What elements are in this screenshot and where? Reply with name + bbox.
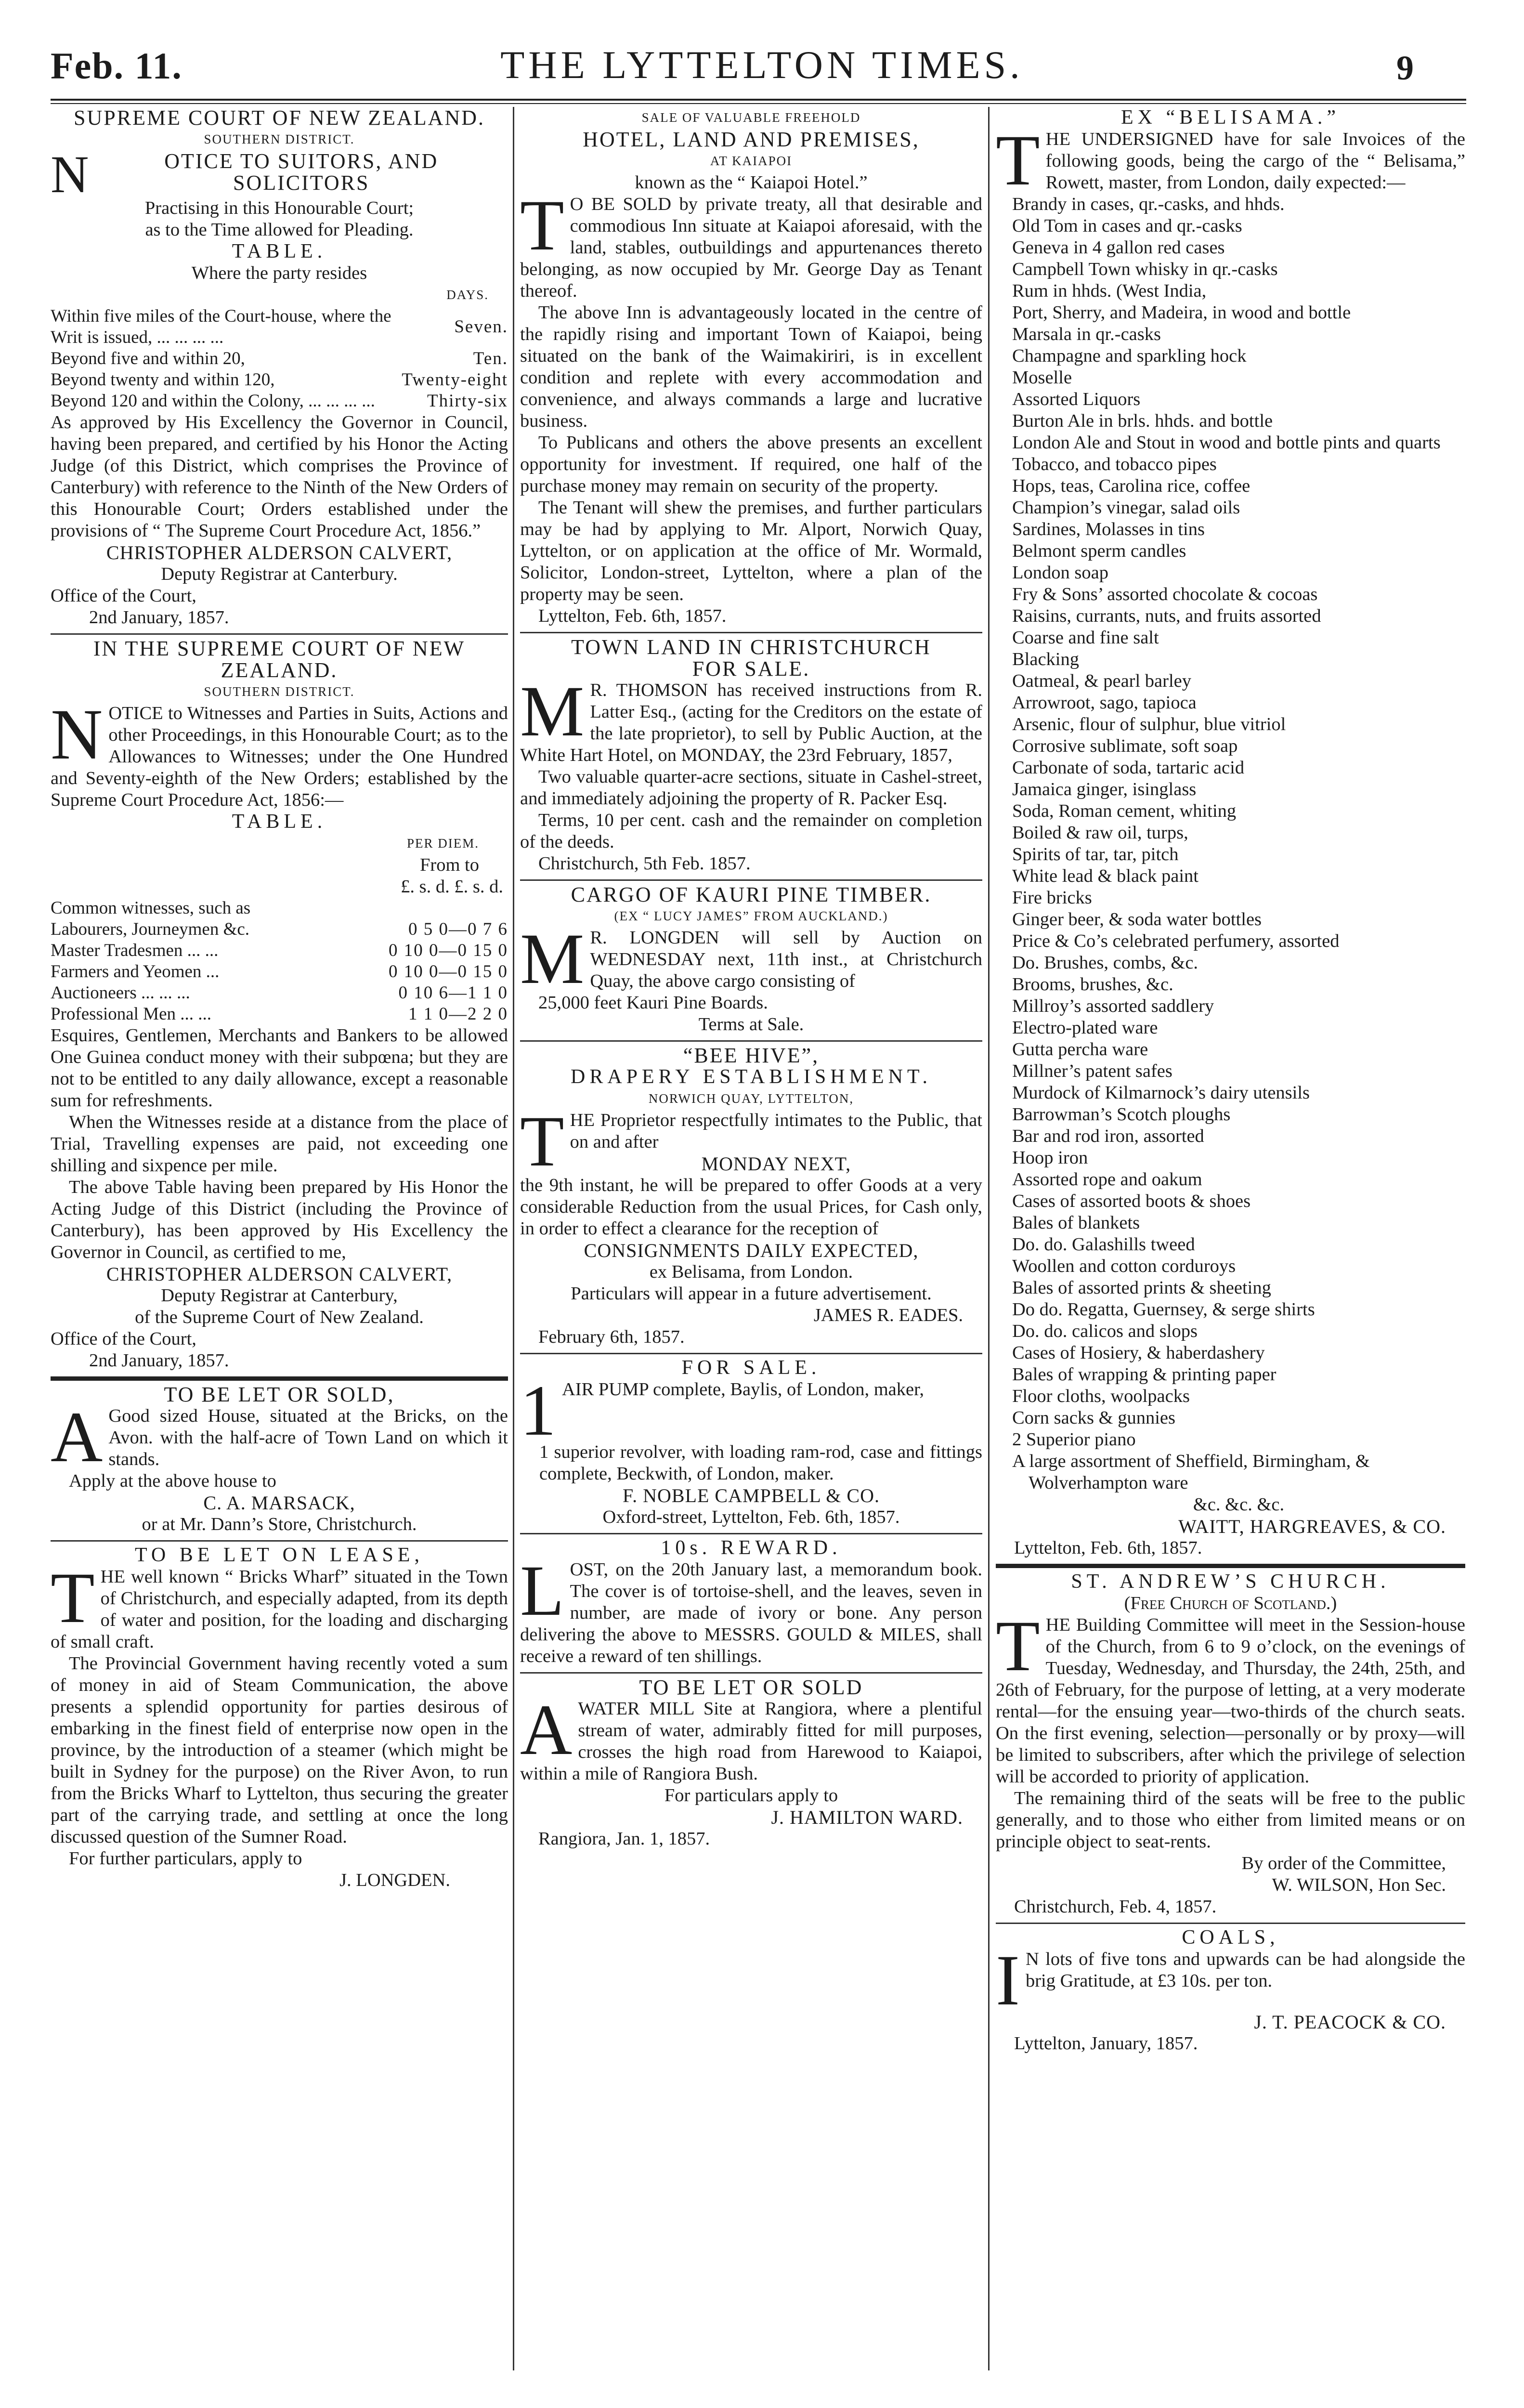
ad-title: EX “BELISAMA.” <box>1121 107 1340 129</box>
ad-body <box>996 1606 1465 1788</box>
masthead <box>0 0 1524 106</box>
ad-bee-hive <box>520 1045 982 1348</box>
ad-belisama-goods <box>996 107 1465 1559</box>
list-item: Oatmeal, & pearl barley <box>1012 671 1191 691</box>
drop-cap: 1 <box>520 1371 556 1451</box>
drop-cap: A <box>51 1397 103 1477</box>
table-cell: Farmers and Yeomen ... <box>51 962 220 982</box>
ad-divider <box>520 632 982 633</box>
drop-cap: T <box>996 1606 1040 1686</box>
ad-divider <box>520 1533 982 1534</box>
table-cell: 0 10 0—0 15 0 <box>389 962 508 982</box>
list-item: A large assortment of Sheffield, Birmingham, & Wolverhampton ware <box>1012 1451 1370 1493</box>
drop-cap: L <box>520 1551 564 1631</box>
list-item: Spirits of tar, tar, pitch <box>1012 844 1179 864</box>
table-row <box>51 1004 508 1025</box>
list-item: Geneva in 4 gallon red cases <box>1012 237 1225 258</box>
table-cell: Ten. <box>473 349 508 368</box>
list-item: London Ale and Stout in wood and bottle pints and quarts <box>1012 432 1441 453</box>
ad-title: TO BE LET ON LEASE, <box>135 1544 424 1566</box>
ad-date: Lyttelton, Feb. 6th, 1857. <box>1014 1538 1202 1558</box>
ad-signer: JAMES R. EADES. <box>813 1305 963 1325</box>
list-item: Arrowroot, sago, tapioca <box>1012 693 1197 713</box>
ad-date: Lyttelton, Feb. 6th, 1857. <box>538 606 727 626</box>
ad-text: or at Mr. Dann’s Store, Christchurch. <box>142 1514 417 1534</box>
ad-title: IN THE SUPREME COURT OF NEW ZEALAND. <box>93 637 466 682</box>
list-item: Fry & Sons’ assorted chocolate & cocoas <box>1012 584 1318 604</box>
ad-body <box>51 1558 508 1653</box>
ad-body: the 9th instant, he will be prepared to offer Goods at a very considerable Reduction from the usual Prices, for Cash only, in order to effect a clearance for the reception of <box>520 1175 982 1239</box>
ad-kaiapoi-hotel <box>520 107 982 627</box>
list-item: Barrowman’s Scotch ploughs <box>1012 1104 1231 1125</box>
ad-body <box>51 694 508 811</box>
table-cell: Master Tradesmen ... ... <box>51 941 219 960</box>
ad-body <box>520 1371 982 1451</box>
ad-divider <box>520 879 982 881</box>
ad-signer-title: Deputy Registrar at Canterbury, <box>161 1285 398 1306</box>
list-item: Belmont sperm candles <box>1012 541 1186 561</box>
ad-body: 1 superior revolver, with loading ram-rod, case and fittings complete, Beckwith, of London, maker. <box>539 1442 982 1484</box>
ad-divider <box>520 1040 982 1042</box>
list-item: Tobacco, and tobacco pipes <box>1012 454 1217 474</box>
table-title: TABLE. <box>232 240 327 262</box>
ad-subtitle: SOUTHERN DISTRICT. <box>204 132 355 146</box>
ad-air-pump-sale <box>520 1357 982 1528</box>
ad-body <box>996 120 1465 200</box>
drop-cap: M <box>520 919 585 999</box>
table-cell: 0 10 6—1 1 0 <box>398 983 508 1003</box>
table-cell: 0 10 0—0 15 0 <box>389 941 508 960</box>
ad-date: Oxford-street, Lyttelton, Feb. 6th, 1857. <box>602 1507 900 1527</box>
list-item: White lead & black paint <box>1012 866 1198 886</box>
ad-signer: WAITT, HARGREAVES, & CO. <box>1178 1516 1446 1537</box>
table-row <box>51 391 508 412</box>
ad-body <box>996 1940 1465 2020</box>
table-row <box>51 306 508 348</box>
ad-signer: J. HAMILTON WARD. <box>771 1806 963 1828</box>
list-item: Do. Brushes, combs, &c. <box>1012 953 1198 973</box>
list-item: Murdock of Kilmarnock’s dairy utensils <box>1012 1083 1310 1103</box>
ad-body <box>520 1551 982 1667</box>
ad-body-text: HE Building Committee will meet in the Session-house of the Church, from 6 to 9 o’clock, on the evenings of Tuesday, Wednesday, and Thursday, the 24th, 25th, and 26th of February, for the purpose of letting, at a very moderate rental—for the ensuing year—two-thirds of the church seats. On the first evening, selection—personally or by proxy—will be limited to subscribers, after which the privilege of selection will be accorded to priority of application. <box>996 1615 1465 1787</box>
list-item: Hops, teas, Carolina rice, coffee <box>1012 476 1250 496</box>
ad-body-text: Good sized House, situated at the Bricks, on the Avon. with the half-acre of Town Land on which it stands. <box>108 1406 508 1469</box>
ad-text: ex Belisama, from London. <box>649 1262 853 1282</box>
ad-text: MONDAY NEXT, <box>701 1153 851 1175</box>
table-cell: Beyond 120 and within the Colony, ... ... ... ... <box>51 391 375 411</box>
list-item: Assorted rope and oakum <box>1012 1169 1202 1190</box>
ad-title: CARGO OF KAURI PINE TIMBER. <box>571 883 932 906</box>
ad-body-text: O BE SOLD by private treaty, all that desirable and commodious Inn situate at Kaiapoi aforesaid, with the land, stables, outbuildings and appurtenances thereto belonging, as now occupied by Mr. George Day as Tenant thereof. <box>520 194 982 301</box>
list-item: Assorted Liquors <box>1012 389 1141 409</box>
ad-signer-title: of the Supreme Court of New Zealand. <box>135 1307 424 1327</box>
pleading-table <box>51 306 508 412</box>
list-item: Arsenic, flour of sulphur, blue vitriol <box>1012 714 1286 734</box>
ad-signer: F. NOBLE CAMPBELL & CO. <box>623 1485 880 1506</box>
drop-cap: T <box>51 1558 95 1638</box>
list-item: Cases of Hosiery, & haberdashery <box>1012 1343 1265 1363</box>
ad-body: Two valuable quarter-acre sections, situate in Cashel-street, and immediately adjoining the property of R. Packer Esq. <box>520 767 982 809</box>
list-item: Blacking <box>1012 649 1079 669</box>
list-item: Bales of wrapping & printing paper <box>1012 1364 1277 1385</box>
list-item: Do do. Regatta, Guernsey, & serge shirts <box>1012 1299 1315 1320</box>
list-item: Campbell Town whisky in qr.-casks <box>1012 259 1278 279</box>
ad-divider <box>520 1353 982 1354</box>
table-title: TABLE. <box>232 811 327 833</box>
ad-subtitle: (EX “ LUCY JAMES” FROM AUCKLAND.) <box>614 909 888 923</box>
ad-office: Office of the Court, <box>51 1329 196 1349</box>
ad-body-text: R. LONGDEN will sell by Auction on WEDNESDAY next, 11th inst., at Christchurch Quay, the above cargo consisting of <box>590 928 982 991</box>
table-row <box>51 898 508 919</box>
ad-title: COALS, <box>1182 1926 1279 1949</box>
ad-body-text: AIR PUMP complete, Baylis, of London, maker, <box>562 1379 924 1400</box>
table-cell: Common witnesses, such as <box>51 898 251 918</box>
list-item: Brooms, brushes, &c. <box>1012 974 1173 995</box>
notice-line: SOLICITORS <box>233 171 370 195</box>
ad-title: FOR SALE. <box>681 1357 821 1379</box>
list-item: Champagne and sparkling hock <box>1012 346 1247 366</box>
list-item: Burton Ale in brls. hhds. and bottle <box>1012 411 1273 431</box>
ad-divider <box>996 1923 1465 1924</box>
table-row <box>51 348 508 369</box>
ad-supreme-court-witnesses <box>51 638 508 1372</box>
list-item: Cases of assorted boots & shoes <box>1012 1191 1251 1211</box>
list-item: Raisins, currants, nuts, and fruits assorted <box>1012 606 1321 626</box>
list-item: Millner’s patent safes <box>1012 1061 1172 1081</box>
issue-date: Feb. 11. <box>51 45 182 87</box>
list-item: Gutta percha ware <box>1012 1039 1148 1060</box>
ad-title: “BEE HIVE”, <box>683 1044 820 1067</box>
ad-title: ST. ANDREW’S CHURCH. <box>1071 1570 1390 1593</box>
ad-body-text: HE Proprietor respectfully intimates to the Public, that on and after <box>570 1110 982 1152</box>
list-item: Corrosive sublimate, soft soap <box>1012 736 1238 756</box>
ad-body-text: N lots of five tons and upwards can be had alongside the brig Gratitude, at £3 10s. per ton. <box>1025 1949 1465 1991</box>
ad-signer-title: Deputy Registrar at Canterbury. <box>161 564 398 584</box>
list-item: London soap <box>1012 563 1108 583</box>
ad-text: as to the Time allowed for Pleading. <box>145 220 414 240</box>
drop-cap: T <box>520 185 564 265</box>
column-3 <box>996 107 1465 2399</box>
ad-body-text: OST, on the 20th January last, a memorandum book. The cover is of tortoise-shell, and the leaves, seven in number, are made of ivory or bone. Any person delivering the above to MESSRS. GOULD & MILES, shall receive a reward of ten shillings. <box>520 1559 982 1666</box>
ad-body: When the Witnesses reside at a distance from the place of Trial, Travelling expenses are paid, not exceeding one shilling and sixpence per mile. <box>51 1112 508 1176</box>
list-item: Moselle <box>1012 367 1072 388</box>
table-row <box>51 919 508 940</box>
ad-kauri-timber <box>520 884 982 1035</box>
ad-text: By order of the Committee, <box>1241 1853 1446 1873</box>
ad-body <box>51 1397 508 1477</box>
drop-cap: I <box>996 1940 1020 2020</box>
drop-cap: T <box>996 120 1040 200</box>
list-item: Soda, Roman cement, whiting <box>1012 801 1237 821</box>
list-item: Electro-plated ware <box>1012 1018 1158 1038</box>
ad-title: DRAPERY ESTABLISHMENT. <box>570 1066 932 1088</box>
table-cell: Thirty-six <box>427 391 508 411</box>
list-item: Bar and rod iron, assorted <box>1012 1126 1204 1146</box>
list-item: Brandy in cases, qr.-casks, and hhds. <box>1012 194 1285 214</box>
ad-bricks-wharf-lease <box>51 1544 508 1891</box>
list-item: Boiled & raw oil, turps, <box>1012 823 1188 843</box>
ad-subtitle: SOUTHERN DISTRICT. <box>204 684 355 699</box>
list-item: Coarse and fine salt <box>1012 628 1159 648</box>
ad-body-text: HE UNDERSIGNED have for sale Invoices of the following goods, being the cargo of the “ Belisama,” Rowett, master, from London, daily expected:— <box>1045 129 1465 193</box>
table-cell: Beyond twenty and within 120, <box>51 370 275 390</box>
ad-text: Terms at Sale. <box>698 1014 804 1034</box>
ad-divider <box>520 1672 982 1674</box>
table-cell: 0 5 0—0 7 6 <box>408 919 508 939</box>
list-item: Old Tom in cases and qr.-casks <box>1012 216 1242 236</box>
ad-body <box>520 671 982 766</box>
list-item: Sardines, Molasses in tins <box>1012 519 1205 539</box>
ad-title: 10s. REWARD. <box>661 1537 842 1559</box>
ad-text: CONSIGNMENTS DAILY EXPECTED, <box>584 1240 919 1261</box>
page-number: 9 <box>1396 49 1414 87</box>
ad-divider <box>996 1564 1465 1568</box>
header-rule <box>51 99 1466 101</box>
ad-st-andrews-church <box>996 1571 1465 1918</box>
ad-date: 2nd January, 1857. <box>89 1350 229 1371</box>
witness-table <box>51 898 508 1025</box>
ad-subtitle: (Free Church of Scotland.) <box>1124 1593 1337 1613</box>
ad-date: Lyttelton, January, 1857. <box>1014 2033 1198 2054</box>
ad-divider <box>51 1376 508 1381</box>
list-item: Marsala in qr.-casks <box>1012 324 1161 344</box>
newspaper-title: THE LYTTELTON TIMES. <box>500 43 1024 87</box>
table-cell: Beyond five and within 20, <box>51 349 245 368</box>
list-item: Corn sacks & gunnies <box>1012 1408 1175 1428</box>
table-unit: PER DIEM. <box>406 836 479 851</box>
drop-cap: N <box>51 694 103 774</box>
table-cell: Labourers, Journeymen &c. <box>51 919 250 939</box>
list-item: Ginger beer, & soda water bottles <box>1012 909 1262 929</box>
ad-body: The Provincial Government having recently voted a sum of money in aid of Steam Communication, the above presents a splendid opportunity for parties desirous of embarking in the finest field of enterprise now open in the province, by the introduction of a steamer (which might be built in Sydney for the purpose) on the River Avon, to run from the Bricks Wharf to Lyttelton, thus securing the greater part of the carrying trade, and settling at once the long discussed question of the Sumner Road. <box>51 1653 508 1847</box>
ad-text: Particulars will appear in a future advertisement. <box>571 1283 932 1304</box>
table-row <box>51 940 508 961</box>
list-item: Champion’s vinegar, salad oils <box>1012 497 1240 518</box>
ad-body: The above Inn is advantageously located in the centre of the rapidly rising and important Town of Kaiapoi, being situated on the bank of the Waimakiriri, is in excellent condition and replete with every accommodation and convenience, and always commands a large and lucrative business. <box>520 302 982 431</box>
list-item: Port, Sherry, and Madeira, in wood and bottle <box>1012 302 1351 323</box>
ad-divider <box>51 633 508 635</box>
ad-date: Christchurch, Feb. 4, 1857. <box>1014 1897 1217 1917</box>
list-item: Bales of assorted prints & sheeting <box>1012 1278 1271 1298</box>
table-cell: Auctioneers ... ... ... <box>51 983 190 1003</box>
column-2 <box>520 107 982 2399</box>
ad-body: To Publicans and others the above presents an excellent opportunity for investment. If required, one half of the purchase money may remain on security of the property. <box>520 432 982 496</box>
ad-body: The remaining third of the seats will be free to the public generally, and to those who either from limited means or on principle object to seat-rents. <box>996 1788 1465 1852</box>
table-cell: 1 1 0—2 2 0 <box>408 1004 508 1024</box>
column-divider-1 <box>513 107 514 2370</box>
ad-body <box>520 919 982 999</box>
table-cell: Twenty-eight <box>402 370 508 390</box>
table-cell <box>364 898 508 919</box>
ad-body: Terms, 10 per cent. cash and the remainder on completion of the deeds. <box>520 810 982 852</box>
ad-body <box>520 1690 982 1785</box>
ad-supreme-court-suitors <box>51 107 508 628</box>
list-item: &c. &c. &c. <box>1193 1494 1285 1515</box>
ad-text: Practising in this Honourable Court; <box>144 198 414 218</box>
column-1 <box>51 107 508 2399</box>
list-item: 2 Superior piano <box>1012 1429 1136 1450</box>
table-unit: £. s. d. £. s. d. <box>401 877 503 897</box>
ad-date: Rangiora, Jan. 1, 1857. <box>538 1829 710 1849</box>
ad-body: As approved by His Excellency the Governor in Council, having been prepared, and certified by his Honor the Acting Judge (of this District, which comprises the Province of Canterbury) with reference to the Ninth of the New Orders of this Honourable Court; Orders established under the provisions of “ The Supreme Court Procedure Act, 1856.” <box>51 412 508 541</box>
table-unit: From to <box>419 855 479 875</box>
ad-body: The Tenant will shew the premises, and further particulars may be had by applying to Mr. Alport, Norwich Quay, Lyttelton, or on application at the office of Mr. Wormald, Solicitor, London-street, Lyttelton, where a plan of the property may be seen. <box>520 497 982 604</box>
list-item: Fire bricks <box>1012 888 1092 908</box>
ad-subtitle: NORWICH QUAY, LYTTELTON, <box>648 1091 854 1106</box>
ad-date: February 6th, 1857. <box>538 1327 685 1347</box>
ad-kicker: SALE OF VALUABLE FREEHOLD <box>641 110 861 125</box>
ad-divider <box>51 1540 508 1542</box>
list-item: Hoop iron <box>1012 1148 1088 1168</box>
ad-date: 2nd January, 1857. <box>89 607 229 628</box>
ad-text: known as the “ Kaiapoi Hotel.” <box>635 172 868 193</box>
ad-title: TO BE LET OR SOLD, <box>164 1383 395 1406</box>
table-unit: DAYS. <box>446 288 489 302</box>
ad-text: 25,000 feet Kauri Pine Boards. <box>538 993 768 1013</box>
ad-body-text: OTICE to Witnesses and Parties in Suits, Actions and other Proceedings, in this Honourable Court; as to the Allowances to Witnesses; under the One Hundred and Seventy-eighth of the New Orders; established by the Supreme Court Procedure Act, 1856:— <box>51 703 508 810</box>
drop-cap: A <box>520 1690 573 1770</box>
header-rule-thin <box>51 103 1466 104</box>
ad-signer: J. LONGDEN. <box>339 1870 450 1890</box>
ad-date: Christchurch, 5th Feb. 1857. <box>538 853 751 874</box>
ad-title: FOR SALE. <box>692 657 810 681</box>
list-item: Jamaica ginger, isinglass <box>1012 779 1197 799</box>
list-item: Bales of blankets <box>1012 1213 1140 1233</box>
ad-reward <box>520 1537 982 1667</box>
notice-heading <box>51 150 508 197</box>
table-cell: Seven. <box>454 317 508 337</box>
ad-house-let-or-sold <box>51 1384 508 1535</box>
ad-title: SUPREME COURT OF NEW ZEALAND. <box>74 107 485 130</box>
ad-subtitle: AT KAIAPOI <box>710 154 793 168</box>
ad-signer: W. WILSON, Hon Sec. <box>1272 1875 1446 1895</box>
ad-body-text: HE well known “ Bricks Wharf” situated in the Town of Christchurch, and especially adapted, from its depth of water and position, for the loading and discharging of small craft. <box>51 1567 508 1652</box>
table-subtitle: Where the party resides <box>191 263 367 283</box>
list-item: Do. do. Galashills tweed <box>1012 1234 1195 1255</box>
ad-text: For further particulars, apply to <box>69 1848 302 1869</box>
table-row <box>51 982 508 1004</box>
drop-cap: T <box>520 1101 564 1181</box>
ad-text: For particulars apply to <box>664 1785 838 1806</box>
drop-cap: N <box>51 150 89 197</box>
list-item: Woollen and cotton corduroys <box>1012 1256 1236 1276</box>
goods-list <box>996 194 1465 1516</box>
table-cell: Within five miles of the Court-house, where the Writ is issued, ... ... ... ... <box>51 306 391 347</box>
list-item: Do. do. calicos and slops <box>1012 1321 1198 1341</box>
ad-signer: CHRISTOPHER ALDERSON CALVERT, <box>106 542 453 563</box>
ad-signer: J. T. PEACOCK & CO. <box>1254 2011 1446 2033</box>
notice-line: OTICE TO SUITORS, AND <box>164 150 439 173</box>
ad-body-text: WATER MILL Site at Rangiora, where a plentiful stream of water, admirably fitted for mill purposes, crosses the high road from Harewood to Kaiapoi, within a mile of Rangiora Bush. <box>520 1699 982 1784</box>
list-item: Carbonate of soda, tartaric acid <box>1012 758 1245 778</box>
ad-office: Office of the Court, <box>51 586 196 606</box>
ad-body: Esquires, Gentlemen, Merchants and Bankers to be allowed One Guinea conduct money with their subpœna; but they are not to be entitled to any daily allowance, except a reasonable sum for refreshments. <box>51 1025 508 1111</box>
ad-text: Apply at the above house to <box>69 1471 276 1491</box>
list-item: Price & Co’s celebrated perfumery, assorted <box>1012 931 1340 951</box>
ad-title: HOTEL, LAND AND PREMISES, <box>583 128 920 151</box>
table-cell: Professional Men ... ... <box>51 1004 211 1024</box>
table-row <box>51 369 508 391</box>
ad-body <box>520 185 982 302</box>
ad-coals <box>996 1927 1465 2055</box>
table-row <box>51 961 508 982</box>
column-divider-2 <box>988 107 990 2370</box>
list-item: Millroy’s assorted saddlery <box>1012 996 1214 1016</box>
ad-body-text: R. THOMSON has received instructions from R. Latter Esq., (acting for the Creditors on the estate of the late proprietor), to sell by Public Auction, at the White Hart Hotel, on MONDAY, the 23rd February, 1857, <box>520 680 982 765</box>
list-item: Rum in hhds. (West India, <box>1012 281 1207 301</box>
drop-cap: M <box>520 671 585 751</box>
ad-title: TO BE LET OR SOLD <box>639 1675 863 1699</box>
ad-water-mill <box>520 1676 982 1850</box>
ad-signer: CHRISTOPHER ALDERSON CALVERT, <box>106 1263 453 1285</box>
ad-signer: C. A. MARSACK, <box>203 1492 355 1514</box>
ad-town-land <box>520 636 982 875</box>
ad-body: The above Table having been prepared by His Honor the Acting Judge of this District (including the Province of Canterbury), has been approved by His Excellency the Governor in Council, as certified to me, <box>51 1177 508 1262</box>
list-item: Floor cloths, woolpacks <box>1012 1386 1190 1406</box>
ad-title: TOWN LAND IN CHRISTCHURCH <box>571 635 931 659</box>
